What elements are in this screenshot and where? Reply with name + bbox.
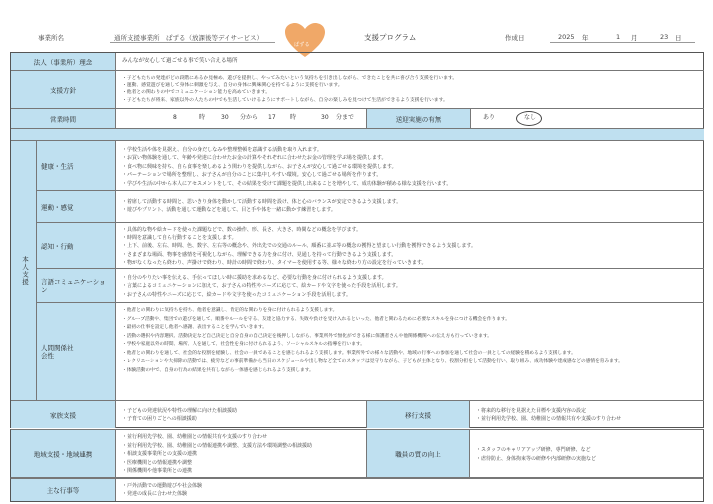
transport-header [366,109,471,128]
document-header [10,0,704,42]
philosophy-row [11,53,704,71]
transport-no: なし [524,114,537,121]
category-line: ・他者との関わりを通して、社会的な役割を経験し、社会の一員であることを感じられるよう支援します。事業所外での様々な活動や、地域の行事への参加を通して社会の一員としての経験を積めるよう支援します。 [122,350,576,356]
staff-label: 職員の質の向上 [395,450,441,458]
category-line: ・学校や家庭以外の時間、場所、人を通して、社会性を身に付けられるよう、ソーシャルスキルの指導を行います。 [122,342,365,347]
family-text [118,407,237,423]
family-line: ・子育ての困りごとへの相談援助 [122,416,197,422]
created-day: 23 [660,33,669,41]
community-line: ・相談支援事業所との支援の連携 [122,451,198,457]
category-label: 認知・行動 [41,242,74,250]
events-line: ・戸外活動での運動遊びや社会体験 [122,483,203,489]
category-line: ・着席して活動する時間と、思いきり身体を動かして活動する時間を設け、体と心のバランスが安定できるよう支援します。 [122,199,402,205]
events-line: ・発達の成長に合わせた体験 [122,490,188,497]
category-header [37,141,116,190]
start-hour: 8 [173,114,177,121]
category-line: ・食べ物に興味を持ち、自ら食事を楽しめるよう関わりを提供しながら、お子さんが安心して過ごせる環境を提供します。 [122,163,397,170]
end-hour: 17 [268,114,276,121]
transport-yes: あり [483,114,496,121]
category-line: ・活動の選択や内容選択、活動決定など自己決定と自分自身の自己決定を後押ししながら、事業所外で無化ができる様に保護者さんや他関係機関への伝え方も行っていきます。 [122,333,492,339]
community-line: ・医療機関との情報連携や調整 [122,459,193,466]
staff-line: ・虐待防止、身体拘束等の研修や内部研修の実施など [476,455,597,462]
category-line: ・グループ活動や、集団での遊びを通して、順番やルールを守る、友達と協力する、失敗や負けを受け入れるといった、他者と関わるために必要なスキルを身につける機会を作ります。 [122,316,510,322]
selected-circle-icon [516,111,542,126]
month-unit: 月 [631,34,638,42]
policy-row [11,71,704,109]
community-label: 地域支援・地域連携 [33,450,93,458]
created-month: 1 [616,33,621,41]
category-text [118,198,401,215]
policy-line: ・他者との関わりの中でコミュニケーション能力を高めていきます。 [122,90,271,96]
support-block [11,141,704,401]
category-line: ・体験活動の中で、自身の行為の結果を共有しながら一体感を感じられるよう支援します。 [122,367,314,373]
office-name: 通所支援事業所 ぱずる（放課後等デイサービス） [114,34,264,42]
category-line: ・最初の仕事を設定し他者へ感謝、表出することを学んでいきます。 [122,325,267,330]
events-row [10,478,704,502]
day-unit: 日 [675,34,682,42]
hours-header [11,109,116,128]
created-label: 作成日 [505,34,525,42]
category-text [118,274,401,299]
family-row [11,401,704,428]
philosophy-header [11,53,116,70]
policy-line: ・子どもたちの発達がどの段階にあるか見極め、遊びを提供し、やってみたいという気持ちを引き出しながら、できたことを共に喜び合う支援を行います。 [122,76,458,81]
community-line: ・関係機関や他事業所との連携 [122,468,193,474]
category-label: 言語コミュニケーション [41,277,106,294]
category-line: ・パーテーションで場所を整理し、お子さんが自分のことに集中しやすい環境。安心して過ごせる場所を作ります。 [122,172,382,179]
category-line: ・学びや生活の中から本人にアセスメントをして、その結果を受けて課題を提供し出来ることを増やして、成功体験が積める様な支援を行います。 [122,180,452,187]
family-header [11,401,116,428]
philosophy-text: みんなが安心して過ごせる事で笑い合える場所 [122,58,238,64]
policy-text [118,75,457,104]
category-row [37,223,704,269]
office-underline [110,42,275,43]
transition-line: ・将来的な移行を見据えた目標や支援内容の設定 [476,408,587,414]
category-row [37,141,704,191]
policy-header [11,71,116,108]
community-line: ・並行利用先学校、園、幼稚園との情報連携や調整、支援方法や環境調整の相談援助 [122,442,313,449]
staff-text [472,446,596,463]
category-header [37,223,116,268]
category-line: ・言葉によるコミュニケーションに加えて、お子さんの特性やニーズに応じて、絵カードや文字を使った手段を活用します。 [122,283,401,290]
category-line: ・学校生活や体を見据え、自分の身だしなみや整理整頓を意識する活動を取り入れます。 [122,147,322,153]
hour-unit-1: 時 [199,114,206,121]
category-label: 運動・感覚 [41,203,74,211]
category-row [37,269,704,303]
hours-label: 営業時間 [50,115,76,123]
category-line: ・お買い物体験を通して、年齢や発達に合わせたお金の計算やそれぞれに合わせたお金の管理を学ぶ場を提供します。 [122,155,387,162]
community-header [11,430,116,477]
family-label: 家族支援 [50,411,76,419]
policy-line: ・運動、感覚遊びを通して身体に刺激を与え、自分の身体に興味関心を持てるように支援を行います。 [122,83,343,89]
transition-label: 移行支援 [405,411,431,419]
community-line: ・並行利用先学校、園、幼稚園との情報共有や支援のすり合わせ [122,434,268,440]
support-group-label: 本人支援 [21,255,29,286]
start-minute: 30 [221,114,229,121]
office-label: 事業所名 [38,34,64,42]
category-line: ・物がなくなったら終わり、声掛けで終わり、時計の時間で終わり、タイマーを使用する等、様々な終わり方の設定を行っていきます。 [122,259,427,266]
category-line: ・時間を意識して自ら行動することを支援します。 [122,235,237,242]
logo-text: ぱずる [294,42,310,48]
events-label: 主な行事等 [46,486,80,495]
category-row [37,191,704,223]
category-line: ・上下、前後、左右、時間、色、数字、左右等の概念や、外出先での交通のルール、順番に並ぶ等の概念の獲得と望ましい行動を獲得できるよう支援します。 [122,243,477,250]
category-text [118,146,451,188]
end-minute: 30 [321,114,329,121]
from-text: 分から [240,114,259,121]
transition-text [472,407,621,423]
family-line: ・子どもの発達状況や特性の理解に向けた相談援助 [122,408,238,414]
events-text [118,483,202,498]
policy-line: ・子どもたちが将来、家族以外の人たちの中でも生活していけるようにサポートしながら、自分の楽しみを見つけて生活ができるよう支援を行います。 [122,97,448,103]
created-year: 2025 [558,33,575,41]
category-text [118,226,476,267]
staff-line: ・スタッフのキャリアアップ研修、専門研修、など [476,447,591,453]
date-underline [550,42,695,43]
transition-header [366,401,470,428]
category-label: 人間関係社会性 [41,343,74,360]
category-header [37,303,116,400]
transition-line: ・並行利用先学校、園、幼稚園との情報共有や支援のすり合わせ [476,416,622,422]
hour-unit-2: 時 [290,114,297,121]
community-row [10,429,704,478]
philosophy-label: 法人（事業所）理念 [33,58,93,66]
events-header [11,479,116,501]
category-text [118,307,623,375]
program-title: 支援プログラム [364,33,417,42]
category-line: ・さまざまな場面、物事を感情を可視化しながら、理解できる力を身に付け、見通しを持って行動できるよう支援します。 [122,251,397,258]
hours-row [11,109,704,129]
category-header [37,269,116,302]
category-row [37,303,704,401]
program-document [10,0,704,476]
program-table [10,52,704,428]
category-label: 健康・生活 [41,162,74,170]
support-group-header [11,141,37,401]
category-header [37,191,116,222]
community-text [118,433,312,476]
transport-label: 送迎実施の有無 [395,115,442,123]
year-unit: 年 [582,34,589,42]
staff-header [366,430,470,477]
category-line: ・自分のやりたい事を伝える、手伝ってほしい時に援助を求めるなど、必要な行動を身に付けられるよう支援します。 [122,275,387,281]
category-line: ・お子さんの特性やニーズに応じて、絵カードや文字を使ったコミュニケーション手段を活用します。 [122,291,351,298]
spacer-band [11,129,704,141]
category-line: ・遊びやプリント、活動を通して運動などを通して、目と手や体を一緒に動かす練習をします。 [122,207,336,214]
category-line: ・レクリエーションや大掃除の活動では、疲労などの事前準備から当日のスケジュールや出し物など全てのスタッフは見守りながら、子どもが主体となり、役割分担をして活動を行い、取り組み、成功体験や達成感などの感情を育みます。 [122,359,623,364]
until-text: 分まで [336,114,355,121]
category-line: ・他者との関わりに気持ちを持ち、他者を意識し、肯定的な関わりを身に付けられるよう支援します。 [122,308,338,313]
category-line: ・具体的な物や絵カードを使った課題などで、数の操作、形、長さ、大きさ、時間などの概念を学びます。 [122,227,362,233]
policy-label: 支援方針 [50,86,76,94]
